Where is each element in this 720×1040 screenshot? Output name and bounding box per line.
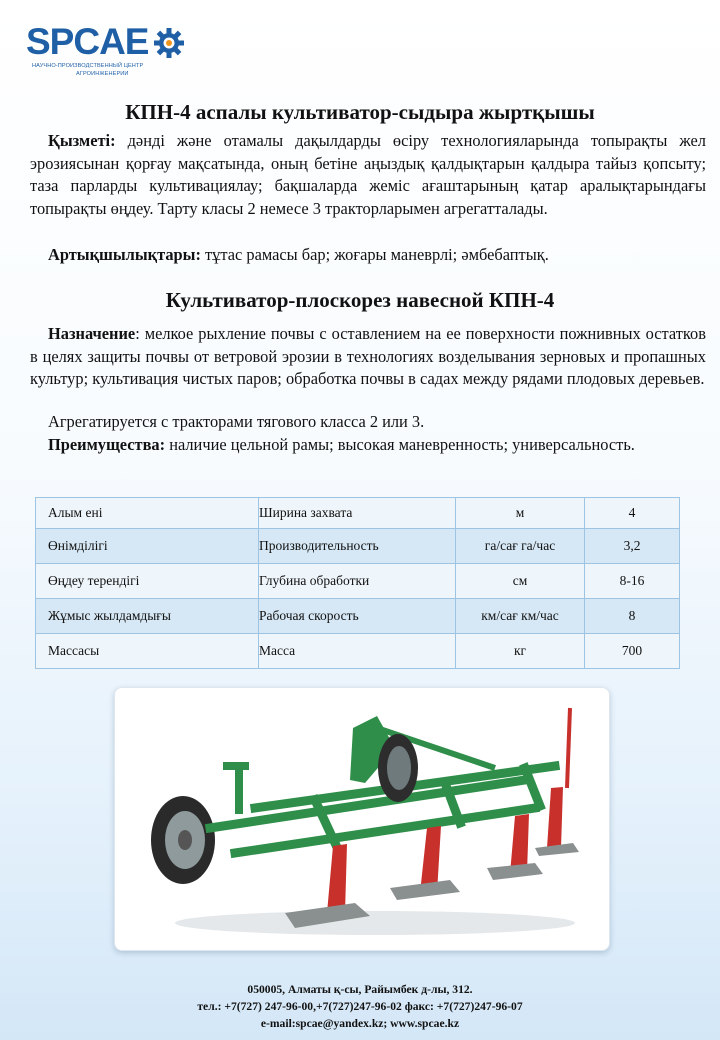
product-photo xyxy=(114,687,610,951)
gear-icon xyxy=(152,26,186,60)
table-row xyxy=(36,634,680,669)
advantages-label-kazakh: Артықшылықтары: xyxy=(48,245,201,264)
spec-name-kazakh: Жұмыс жылдамдығы xyxy=(36,599,259,634)
purpose-paragraph-russian xyxy=(30,323,706,391)
spec-value: 4 xyxy=(585,498,680,529)
purpose-text-kazakh: дәнді және отамалы дақылдарды өсіру технологияларында топырақты жел эрозиясынан қорғау мақсатында, оның бетіне аңыздық қалдықтарын қалдыра тайыз қопсыту; таза парларды культивациялау; бақшаларда жеміс ағаштарының қатар аралықтарындағы топырақты өңдеу. Тарту класы 2 немесе 3 тракторларымен агрегатталады. xyxy=(30,131,706,218)
spec-name-kazakh: Алым ені xyxy=(36,498,259,529)
wheel-icon xyxy=(151,796,215,884)
cultivator-illustration xyxy=(115,688,609,950)
purpose-text-russian: : мелкое рыхление почвы с оставлением на ее поверхности пожнивных остатков в целях защиты почвы от ветровой эрозии в технологиях возделывания зерновых и пропашных культур; культивация чистых паров; обработка почвы в садах между рядами плодовых деревьев. xyxy=(30,324,706,389)
spec-unit: км/сағ км/час xyxy=(456,599,585,634)
spec-name-russian: Глубина обработки xyxy=(259,564,456,599)
logo-tagline: НАУЧНО-ПРОИЗВОДСТВЕННЫЙ ЦЕНТР xyxy=(32,63,144,69)
footer-phones: тел.: +7(727) 247-96-00,+7(727)247-96-02 факс: +7(727)247-96-07 xyxy=(197,1000,523,1013)
advantages-text-russian: наличие цельной рамы; высокая маневренность; универсальность. xyxy=(165,435,635,454)
purpose-paragraph-kazakh xyxy=(30,130,706,220)
table-row xyxy=(36,498,680,529)
spec-name-russian: Ширина захвата xyxy=(259,498,456,529)
advantages-label-russian: Преимущества: xyxy=(48,435,166,454)
logo-wordmark: SPCAE xyxy=(26,21,149,62)
table-row xyxy=(36,529,680,564)
spec-value: 8-16 xyxy=(585,564,680,599)
specs-table xyxy=(35,497,680,669)
spec-unit: га/сағ га/час xyxy=(456,529,585,564)
advantages-paragraph-russian xyxy=(30,434,706,457)
table-row xyxy=(36,564,680,599)
footer-address: 050005, Алматы қ-сы, Райымбек д-лы, 312. xyxy=(247,983,473,996)
purpose-label-kazakh: Қызметі: xyxy=(48,131,116,150)
spec-name-russian: Масса xyxy=(259,634,456,669)
company-logo xyxy=(26,22,186,82)
spec-value: 700 xyxy=(585,634,680,669)
title-kazakh: КПН-4 аспалы культиватор-сыдыра жыртқышы xyxy=(125,100,595,124)
spec-value: 8 xyxy=(585,599,680,634)
spec-unit: м xyxy=(456,498,585,529)
spec-value: 3,2 xyxy=(585,529,680,564)
spec-name-russian: Рабочая скорость xyxy=(259,599,456,634)
spec-name-russian: Производительность xyxy=(259,529,456,564)
aggregation-paragraph-russian: Агрегатируется с тракторами тягового класса 2 или 3. xyxy=(48,412,425,431)
spec-name-kazakh: Массасы xyxy=(36,634,259,669)
title-russian: Культиватор-плоскорез навесной КПН-4 xyxy=(165,288,555,312)
logo-tagline-2: АГРОИНЖЕНЕРИИ xyxy=(76,71,129,77)
spec-unit: кг xyxy=(456,634,585,669)
spec-name-kazakh: Өңдеу терендігі xyxy=(36,564,259,599)
purpose-label-russian: Назначение xyxy=(48,324,136,343)
spec-name-kazakh: Өнімділігі xyxy=(36,529,259,564)
footer-email: e-mail:spcae@yandex.kz; www.spcae.kz xyxy=(260,1017,460,1030)
advantages-text-kazakh: тұтас рамасы бар; жоғары маневрлі; әмбебаптық. xyxy=(200,245,549,264)
advantages-paragraph-kazakh xyxy=(30,244,706,267)
table-row xyxy=(36,599,680,634)
spec-unit: см xyxy=(456,564,585,599)
